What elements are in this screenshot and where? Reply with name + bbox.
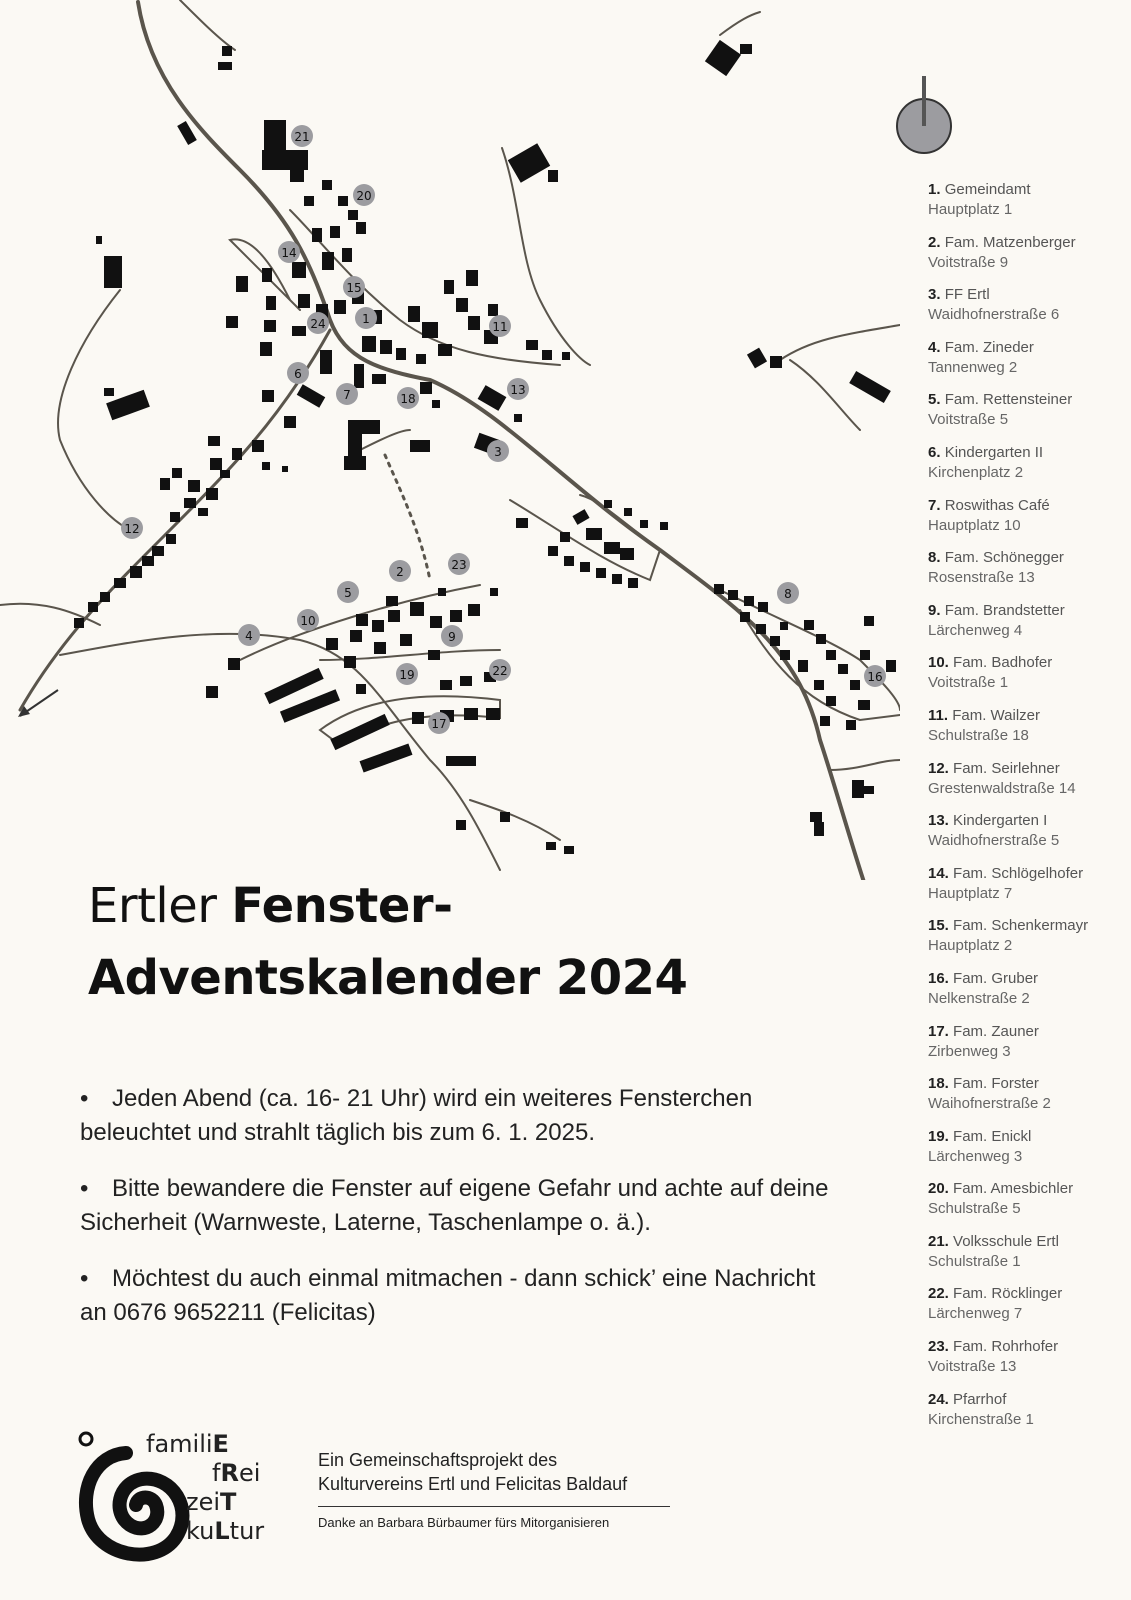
legend-item	[928, 1022, 1128, 1075]
legend-number: 17.	[928, 1022, 949, 1040]
legend-address: Zirbenweg 3	[928, 1042, 1011, 1060]
buildings	[74, 40, 896, 854]
map-marker	[291, 125, 313, 147]
marker-label: 18	[400, 392, 416, 406]
legend-address: Schulstraße 18	[928, 726, 1029, 744]
marker-label: 24	[310, 317, 326, 331]
roads	[0, 0, 900, 880]
road-east	[830, 760, 900, 770]
legend-address: Hauptplatz 10	[928, 516, 1021, 534]
title-line2: Adventskalender 2024	[88, 950, 688, 1006]
map-marker	[441, 625, 463, 647]
legend-name: Gemeindamt	[944, 181, 1031, 198]
info-text: Bitte bewandere die Fenster auf eigene Gefahr und achte auf deine Sicherheit (Warnweste, Laterne, Taschenlampe o. ä.).	[80, 1175, 829, 1236]
legend-number: 1.	[928, 181, 941, 198]
road-northeast-2	[790, 360, 860, 430]
legend-number: 21.	[928, 1232, 949, 1250]
legend-list	[928, 180, 1128, 1442]
marker-label: 2	[396, 565, 404, 579]
legend-item	[928, 706, 1128, 759]
legend-item	[928, 1284, 1128, 1337]
legend-item	[928, 1074, 1128, 1127]
legend-number: 24.	[928, 1390, 949, 1408]
road-rosenstrasse	[720, 590, 900, 710]
road-top	[180, 0, 235, 50]
legend-address: Lärchenweg 7	[928, 1305, 1023, 1323]
marker-label: 13	[510, 383, 526, 397]
credits	[318, 1448, 698, 1530]
legend-number: 12.	[928, 759, 949, 777]
map-marker	[336, 383, 358, 405]
road-voitstrasse	[60, 634, 500, 870]
legend-address: Voitstraße 1	[928, 674, 1009, 692]
marker-label: 12	[124, 522, 140, 536]
marker-label: 6	[294, 367, 302, 381]
map-marker	[121, 517, 143, 539]
legend-address: Nelkenstraße 2	[928, 989, 1030, 1007]
info-section	[80, 1082, 840, 1352]
map-marker	[238, 624, 260, 646]
legend-name: Fam. Enickl	[953, 1127, 1032, 1145]
legend-name: Fam. Forster	[953, 1075, 1039, 1093]
legend-number: 3.	[928, 286, 941, 304]
legend-item	[928, 390, 1128, 443]
legend-item	[928, 496, 1128, 549]
legend-item	[928, 1179, 1128, 1232]
logo-word: familiE	[146, 1430, 229, 1458]
legend-item	[928, 969, 1128, 1022]
marker-label: 22	[492, 664, 508, 678]
title-bold: Fenster-	[231, 878, 453, 934]
legend-number: 11.	[928, 706, 949, 724]
logo-wordmark	[146, 1430, 264, 1546]
legend-address: Lärchenweg 4	[928, 621, 1023, 639]
legend-item	[928, 233, 1128, 286]
legend-item	[928, 916, 1128, 969]
info-item	[80, 1082, 840, 1150]
legend-address: Kirchenplatz 2	[928, 463, 1024, 481]
map-marker	[397, 387, 419, 409]
legend-name: Fam. Badhofer	[953, 654, 1053, 672]
marker-label: 23	[451, 558, 467, 572]
legend-number: 8.	[928, 549, 941, 567]
logo-word: fRei	[212, 1459, 261, 1487]
map-marker	[428, 712, 450, 734]
road-northeast	[780, 325, 900, 360]
marker-label: 8	[784, 587, 792, 601]
legend-item	[928, 1337, 1128, 1390]
map-marker	[337, 581, 359, 603]
marker-label: 5	[344, 586, 352, 600]
map-marker	[448, 553, 470, 575]
legend-name: Fam. Rohrhofer	[953, 1338, 1059, 1356]
legend-item	[928, 1232, 1128, 1285]
map-marker	[343, 276, 365, 298]
legend-name: Fam. Seirlehner	[953, 759, 1060, 777]
legend-item	[928, 1390, 1128, 1443]
map-marker	[297, 609, 319, 631]
legend-name: Fam. Zineder	[944, 338, 1034, 356]
legend-number: 10.	[928, 654, 949, 672]
map-marker	[864, 665, 886, 687]
legend-address: Schulstraße 5	[928, 1200, 1021, 1218]
legend-item	[928, 443, 1128, 496]
legend-address: Voitstraße 9	[928, 253, 1009, 271]
legend-address: Grestenwaldstraße 14	[928, 779, 1076, 797]
legend-number: 13.	[928, 812, 949, 830]
legend-name: Fam. Schönegger	[944, 549, 1064, 567]
legend-item	[928, 338, 1128, 391]
marker-label: 3	[494, 445, 502, 459]
map-marker	[489, 659, 511, 681]
legend-name: Fam. Zauner	[953, 1022, 1039, 1040]
map-marker	[396, 663, 418, 685]
legend-item	[928, 811, 1128, 864]
legend-address: Hauptplatz 1	[928, 201, 1013, 218]
marker-label: 16	[867, 670, 883, 684]
legend-item	[928, 285, 1128, 338]
legend-number: 20.	[928, 1180, 949, 1198]
marker-label: 17	[431, 717, 447, 731]
logo-word: zeiT	[186, 1488, 237, 1516]
legend-number: 14.	[928, 864, 949, 882]
legend-address: Waihofnerstraße 2	[928, 1095, 1051, 1113]
marker-label: 9	[448, 630, 456, 644]
marker-label: 11	[492, 320, 508, 334]
info-item	[80, 1262, 840, 1330]
legend-name: Volksschule Ertl	[953, 1232, 1059, 1250]
marker-label: 21	[294, 130, 310, 144]
road-top-right	[720, 12, 760, 35]
marker-label: 4	[245, 629, 253, 643]
legend-name: Fam. Rettensteiner	[944, 391, 1073, 409]
legend-number: 15.	[928, 917, 949, 935]
marker-label: 1	[362, 312, 370, 326]
legend-address: Hauptplatz 2	[928, 937, 1013, 955]
legend-number: 19.	[928, 1127, 949, 1145]
legend-name: Fam. Wailzer	[952, 706, 1040, 724]
info-text: Möchtest du auch einmal mitmachen - dann schick’ eine Nachricht an 0676 9652211 (Felicitas)	[80, 1265, 816, 1326]
divider	[318, 1506, 670, 1507]
path-dotted	[385, 455, 430, 580]
bullet-icon: •	[80, 1175, 89, 1202]
legend-number: 16.	[928, 969, 949, 987]
legend-address: Tannenweg 2	[928, 358, 1018, 376]
legend-number: 7.	[928, 496, 941, 514]
legend-name: Fam. Schlögelhofer	[953, 864, 1084, 882]
bullet-icon: •	[80, 1085, 89, 1112]
legend-item	[928, 548, 1128, 601]
legend-number: 22.	[928, 1285, 949, 1303]
legend-name: Pfarrhof	[953, 1390, 1007, 1408]
map-marker	[489, 315, 511, 337]
info-item	[80, 1172, 840, 1240]
legend-name: Roswithas Café	[944, 496, 1050, 514]
legend-number: 23.	[928, 1338, 949, 1356]
info-text: Jeden Abend (ca. 16- 21 Uhr) wird ein weiteres Fensterchen beleuchtet und strahlt täglich bis zum 6. 1. 2025.	[80, 1085, 753, 1146]
marker-label: 19	[399, 668, 415, 682]
marker-label: 10	[300, 614, 316, 628]
credits-line2: Kulturvereins Ertl und Felicitas Baldauf	[318, 1474, 628, 1494]
legend-address: Voitstraße 5	[928, 411, 1009, 429]
legend-address: Waidhofnerstraße 6	[928, 306, 1060, 324]
legend-item	[928, 864, 1128, 917]
legend-number: 9.	[928, 601, 941, 619]
legend-name: Fam. Amesbichler	[953, 1180, 1074, 1198]
map-marker	[389, 560, 411, 582]
legend-item	[928, 601, 1128, 654]
map-marker	[507, 378, 529, 400]
legend-number: 2.	[928, 233, 941, 251]
legend-name: Fam. Gruber	[953, 969, 1039, 987]
legend-address: Hauptplatz 7	[928, 884, 1013, 902]
legend-address: Voitstraße 13	[928, 1358, 1017, 1376]
legend-name: Fam. Matzenberger	[944, 233, 1076, 251]
bullet-icon: •	[80, 1265, 89, 1292]
road-north	[502, 148, 590, 365]
legend-number: 6.	[928, 443, 941, 461]
legend-address: Schulstraße 1	[928, 1252, 1021, 1270]
legend-item	[928, 180, 1128, 233]
legend-name: Kindergarten II	[944, 443, 1044, 461]
legend-address: Kirchenstraße 1	[928, 1410, 1034, 1428]
legend-address: Rosenstraße 13	[928, 569, 1035, 587]
legend-name: Fam. Brandstetter	[944, 601, 1065, 619]
legend-number: 5.	[928, 391, 941, 409]
marker-label: 15	[346, 281, 362, 295]
legend-name: Fam. Schenkermayr	[953, 917, 1089, 935]
road-south-branch	[470, 800, 560, 840]
road-west	[0, 604, 100, 625]
village-map	[0, 0, 900, 880]
logo-word: kuLtur	[186, 1517, 265, 1545]
legend-item	[928, 759, 1128, 812]
marker-label: 20	[356, 189, 372, 203]
credits-thanks: Danke an Barbara Bürbaumer fürs Mitorganisieren	[318, 1515, 610, 1530]
credits-line1: Ein Gemeinschaftsprojekt des	[318, 1450, 558, 1470]
map-marker	[353, 184, 375, 206]
map-marker	[287, 362, 309, 384]
legend-number: 18.	[928, 1075, 949, 1093]
compass-icon	[896, 76, 952, 156]
map-marker	[487, 440, 509, 462]
legend-name: Fam. Röcklinger	[953, 1285, 1063, 1303]
legend-name: FF Ertl	[944, 286, 990, 304]
map-marker	[278, 241, 300, 263]
legend-address: Waidhofnerstraße 5	[928, 832, 1060, 850]
legend-item	[928, 653, 1128, 706]
marker-label: 7	[343, 388, 351, 402]
legend-address: Lärchenweg 3	[928, 1147, 1023, 1165]
page-title	[88, 870, 868, 1014]
map-marker	[307, 312, 329, 334]
map-marker	[355, 307, 377, 329]
map-marker	[777, 582, 799, 604]
legend-number: 4.	[928, 338, 941, 356]
marker-label: 14	[281, 246, 297, 260]
legend-name: Kindergarten I	[953, 812, 1048, 830]
title-thin: Ertler	[88, 878, 232, 934]
legend-item	[928, 1127, 1128, 1180]
